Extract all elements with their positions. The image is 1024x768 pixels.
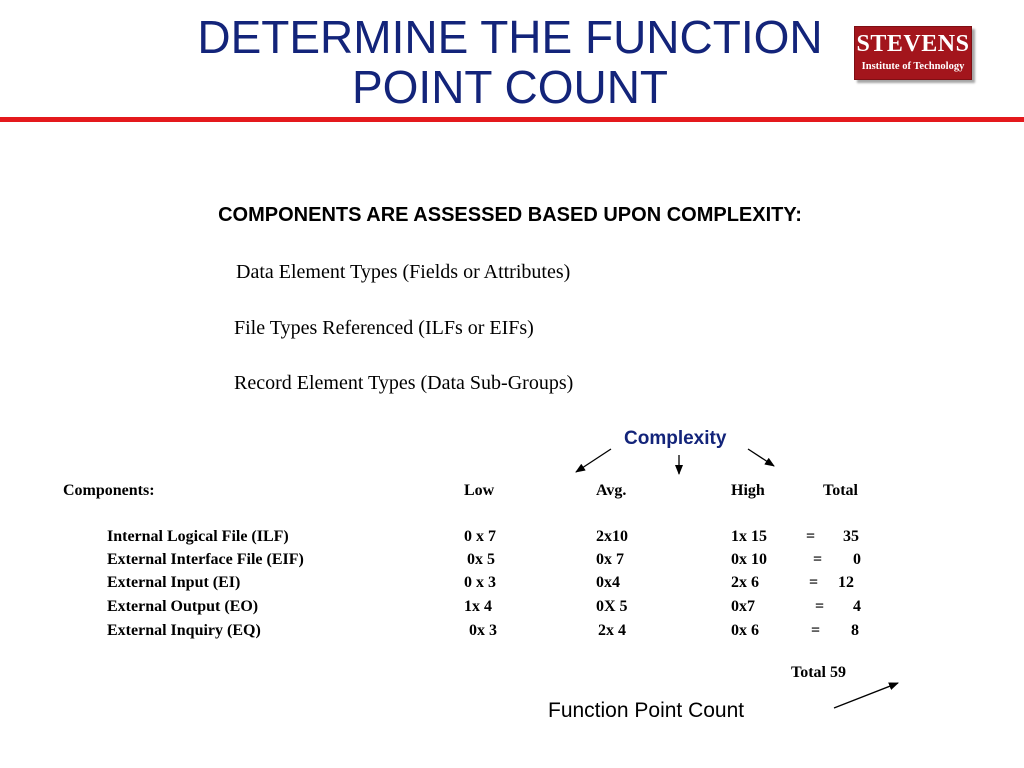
- slide-title-line-1: DETERMINE THE FUNCTION: [197, 11, 823, 63]
- row-eo-total: 4: [853, 598, 861, 615]
- grand-total: Total 59: [791, 664, 846, 681]
- row-eq-avg: 2x 4: [598, 622, 626, 639]
- arrow-to-total: [834, 683, 898, 708]
- row-eo-equals: =: [815, 598, 825, 615]
- slide-title-line-2: POINT COUNT: [351, 61, 669, 113]
- row-eif-name: External Interface File (EIF): [107, 551, 304, 568]
- header-avg: Avg.: [596, 482, 627, 499]
- row-eif-total: 0: [853, 551, 861, 568]
- arrow-to-high: [748, 449, 774, 466]
- arrow-to-low: [576, 449, 611, 472]
- criterion-record-element-types: Record Element Types (Data Sub-Groups): [234, 372, 574, 394]
- row-ei-equals: =: [809, 574, 819, 591]
- section-heading: COMPONENTS ARE ASSESSED BASED UPON COMPLEXITY:: [218, 204, 802, 226]
- row-ei-avg: 0x4: [596, 574, 620, 591]
- title-divider: [0, 117, 1024, 122]
- row-ilf-name: Internal Logical File (ILF): [107, 528, 289, 545]
- row-eif-avg: 0x 7: [596, 551, 624, 568]
- header-total: Total: [823, 482, 858, 499]
- row-eo-high: 0x7: [731, 598, 755, 615]
- row-eo-avg: 0X 5: [596, 598, 628, 615]
- criterion-data-element-types: Data Element Types (Fields or Attributes): [236, 261, 571, 283]
- row-eo-low: 1x 4: [464, 598, 492, 615]
- row-eif-equals: =: [813, 551, 823, 568]
- header-low: Low: [464, 482, 495, 499]
- row-ilf-high: 1x 15: [731, 528, 767, 545]
- row-eo-name: External Output (EO): [107, 598, 259, 615]
- stevens-logo: [854, 26, 972, 80]
- criterion-file-types-referenced: File Types Referenced (ILFs or EIFs): [234, 317, 534, 339]
- function-point-count-label: Function Point Count: [548, 699, 745, 722]
- row-eq-equals: =: [811, 622, 821, 639]
- row-eq-low: 0x 3: [469, 622, 497, 639]
- row-ilf-equals: =: [806, 528, 816, 545]
- row-eif-high: 0x 10: [731, 551, 767, 568]
- logo-main-text: STEVENS: [856, 31, 970, 57]
- row-ei-high: 2x 6: [731, 574, 759, 591]
- row-ilf-total: 35: [843, 528, 859, 545]
- row-ilf-low: 0 x 7: [464, 528, 496, 545]
- row-ei-total: 12: [838, 574, 854, 591]
- row-ei-name: External Input (EI): [107, 574, 241, 591]
- complexity-label: Complexity: [624, 428, 727, 449]
- row-ei-low: 0 x 3: [464, 574, 496, 591]
- row-eq-high: 0x 6: [731, 622, 759, 639]
- row-ilf-avg: 2x10: [596, 528, 628, 545]
- header-high: High: [731, 482, 765, 499]
- slide-title: [130, 12, 890, 112]
- row-eq-name: External Inquiry (EQ): [107, 622, 261, 639]
- row-eif-low: 0x 5: [467, 551, 495, 568]
- row-eq-total: 8: [851, 622, 859, 639]
- logo-sub-text: Institute of Technology: [861, 61, 965, 72]
- header-components: Components:: [63, 482, 155, 499]
